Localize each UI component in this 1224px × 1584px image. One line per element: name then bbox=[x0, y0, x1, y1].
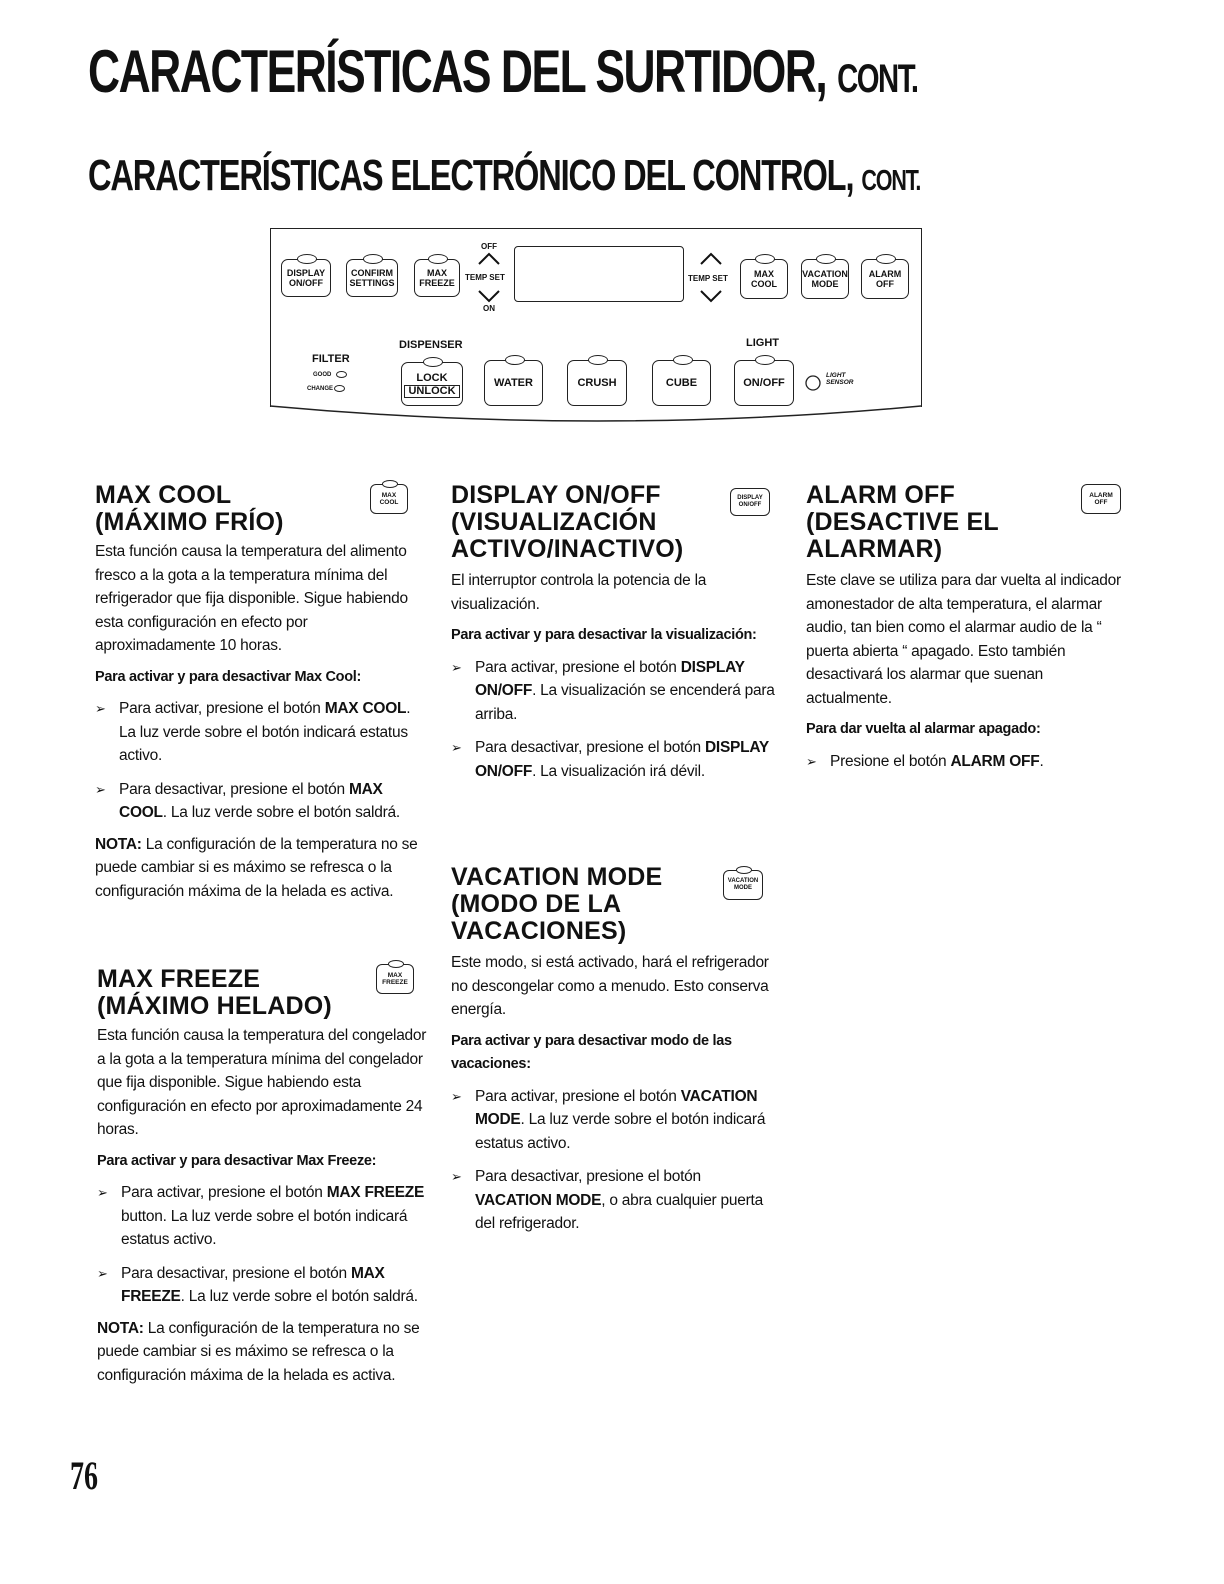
step-text: Para desactivar, presione el botón bbox=[475, 739, 705, 756]
button-label: LOCK bbox=[416, 371, 448, 384]
step-text: Presione el botón bbox=[830, 752, 951, 770]
page-title bbox=[88, 40, 918, 111]
note-label: NOTA: bbox=[97, 1319, 144, 1337]
max-freeze-description: Esta función causa la temperatura del congelador a la gota a la temperatura mínima del congelador que fija disponible. Sigue habiendo esta configuración en efecto por aproximadamente 24 horas. bbox=[97, 1027, 427, 1138]
filter-label: FILTER bbox=[312, 353, 350, 365]
max-cool-panel-button bbox=[740, 259, 788, 299]
alarm-off-button-icon bbox=[1081, 484, 1121, 514]
indicator-led-icon bbox=[334, 385, 345, 392]
heading-line: MAX COOL bbox=[95, 481, 232, 509]
indicator-led-icon bbox=[428, 254, 448, 264]
heading-line: DISPLAY ON/OFF bbox=[451, 481, 661, 509]
filter-good-label: GOOD bbox=[313, 372, 332, 379]
step-button-name: MAX FREEZE bbox=[121, 1264, 385, 1305]
alarm-off-step bbox=[806, 750, 1121, 774]
step-text: . La luz verde sobre el botón saldrá. bbox=[180, 1288, 418, 1305]
vacation-mode-step-activate bbox=[451, 1085, 776, 1156]
button-label: ON/OFF bbox=[289, 278, 323, 288]
button-label: CONFIRM bbox=[351, 268, 393, 278]
section-title-text: CARACTERÍSTICAS ELECTRÓNICO DEL CONTROL, bbox=[88, 151, 854, 200]
step-text: Para desactivar, presione el botón bbox=[121, 1264, 351, 1282]
step-text: button. La luz verde sobre el botón indicará estatus activo. bbox=[121, 1207, 408, 1248]
vacation-mode-button-icon bbox=[723, 870, 763, 900]
light-sensor-label-line: SENSOR bbox=[826, 379, 854, 386]
button-label: COOL bbox=[751, 279, 777, 289]
arrow-up-icon bbox=[699, 252, 723, 266]
button-label: MAX bbox=[754, 269, 774, 279]
vacation-mode-section bbox=[451, 864, 776, 1236]
display-onoff-step-activate bbox=[451, 656, 776, 727]
section-title-suffix: CONT. bbox=[861, 165, 921, 197]
vacation-mode-panel-button bbox=[801, 259, 849, 299]
temp-set-right-label: TEMP SET bbox=[688, 274, 728, 283]
vacation-mode-subheading: Para activar y para desactivar modo de las vacaciones: bbox=[451, 1032, 732, 1072]
bullet-arrow-icon: ➢ bbox=[95, 781, 106, 797]
step-button-name: VACATION MODE bbox=[475, 1191, 602, 1209]
indicator-led-icon bbox=[876, 254, 896, 264]
icon-label: OFF bbox=[1094, 499, 1108, 506]
max-freeze-note bbox=[97, 1317, 427, 1388]
step-text: . La visualización se encenderá para arriba. bbox=[475, 682, 775, 723]
button-label: CRUSH bbox=[577, 377, 617, 389]
off-label: OFF bbox=[481, 242, 497, 251]
indicator-led-icon bbox=[363, 254, 383, 264]
max-freeze-step-deactivate bbox=[97, 1262, 427, 1309]
section-title bbox=[88, 152, 920, 205]
bullet-arrow-icon: ➢ bbox=[97, 1265, 108, 1281]
temperature-display-screen bbox=[514, 246, 684, 302]
note-text: La configuración de la temperatura no se puede cambiar si es máximo se refresca o la configuración máxima de la helada es activa. bbox=[97, 1319, 420, 1384]
indicator-led-icon bbox=[755, 355, 775, 365]
light-sensor-label-line: LIGHT bbox=[826, 372, 846, 379]
icon-label: DISPLAY bbox=[737, 495, 763, 501]
max-cool-description: Esta función causa la temperatura del alimento fresco a la gota a la temperatura mínima del refrigerador que fija disponible. Sigue habiendo esta configuración en efecto por aproximadamente 10 horas. bbox=[95, 543, 408, 654]
heading-line: VACACIONES) bbox=[451, 917, 627, 945]
step-text: Para activar, presione el botón bbox=[475, 658, 681, 676]
icon-label: MAX bbox=[381, 492, 397, 499]
vacation-mode-description: Este modo, si está activado, hará el refrigerador no descongelar como a menudo. Esto conserva energía. bbox=[451, 954, 769, 1018]
cube-panel-button bbox=[652, 360, 711, 406]
step-text: Para desactivar, presione el botón bbox=[119, 780, 349, 798]
max-cool-subheading: Para activar y para desactivar Max Cool: bbox=[95, 668, 362, 685]
indicator-led-icon bbox=[755, 254, 775, 264]
indicator-led-icon bbox=[388, 960, 404, 968]
alarm-off-description: Este clave se utiliza para dar vuelta al indicador amonestador de alta temperatura, el alarmar audio, tan bien como el alarmar audio de la “ puerta abierta “ apagado. Esto también desactivará los alarmar que suenan actualmente. bbox=[806, 572, 1121, 707]
max-freeze-subheading: Para activar y para desactivar Max Freeze: bbox=[97, 1152, 377, 1169]
filter-change-indicator bbox=[307, 385, 345, 392]
max-freeze-step-activate bbox=[97, 1181, 427, 1252]
page-number: 76 bbox=[70, 1453, 98, 1498]
button-label: ALARM bbox=[868, 269, 902, 279]
display-onoff-panel-button bbox=[281, 259, 331, 297]
alarm-off-panel-button bbox=[861, 259, 909, 299]
bullet-arrow-icon: ➢ bbox=[451, 659, 462, 675]
button-label: FREEZE bbox=[419, 278, 455, 288]
indicator-led-icon bbox=[423, 357, 443, 367]
water-panel-button bbox=[484, 360, 543, 406]
indicator-led-icon bbox=[816, 254, 836, 264]
crush-panel-button bbox=[567, 360, 627, 406]
step-button-name: MAX COOL bbox=[119, 780, 383, 821]
indicator-led-icon bbox=[382, 480, 398, 488]
indicator-led-icon bbox=[588, 355, 608, 365]
heading-line: ALARM OFF bbox=[806, 481, 955, 509]
indicator-led-icon bbox=[736, 866, 752, 874]
max-cool-step-activate bbox=[95, 697, 425, 768]
bullet-arrow-icon: ➢ bbox=[97, 1185, 108, 1200]
max-freeze-button-icon bbox=[376, 964, 414, 994]
max-freeze-section bbox=[97, 966, 427, 1387]
step-text: , o abra cualquier puerta del refrigerador. bbox=[475, 1191, 763, 1232]
step-text: Para desactivar, presione el botón bbox=[475, 1168, 701, 1185]
arrow-down-icon bbox=[477, 289, 501, 303]
light-label: LIGHT bbox=[746, 337, 779, 349]
indicator-led-icon bbox=[673, 355, 693, 365]
heading-line: (MÁXIMO HELADO) bbox=[97, 992, 332, 1020]
indicator-led-icon bbox=[297, 254, 317, 264]
step-text: Para activar, presione el botón bbox=[121, 1184, 327, 1201]
note-label: NOTA: bbox=[95, 835, 142, 853]
icon-label: VACATION bbox=[727, 878, 759, 884]
alarm-off-subheading: Para dar vuelta al alarmar apagado: bbox=[806, 721, 1041, 737]
button-label: DISPLAY bbox=[286, 268, 326, 278]
button-label: WATER bbox=[494, 377, 533, 389]
icon-label: COOL bbox=[379, 499, 399, 506]
max-freeze-panel-button bbox=[414, 259, 460, 297]
step-text: Para activar, presione el botón bbox=[475, 1087, 681, 1105]
heading-line: ACTIVO/INACTIVO) bbox=[451, 535, 684, 563]
step-text: . La luz verde sobre el botón indicará estatus activo. bbox=[475, 1111, 766, 1152]
step-text: . La luz verde sobre el botón indicará estatus activo. bbox=[119, 700, 411, 764]
arrow-up-icon bbox=[477, 252, 501, 266]
icon-label: MODE bbox=[734, 885, 752, 891]
max-cool-section bbox=[95, 482, 425, 903]
button-label: CUBE bbox=[665, 377, 698, 389]
confirm-settings-panel-button bbox=[346, 259, 398, 297]
display-onoff-step-deactivate bbox=[451, 736, 776, 783]
bullet-arrow-icon: ➢ bbox=[95, 701, 106, 716]
display-onoff-section bbox=[451, 482, 776, 783]
button-label: MODE bbox=[811, 279, 839, 289]
display-onoff-heading bbox=[451, 482, 776, 563]
button-label: UNLOCK bbox=[404, 385, 459, 398]
vacation-mode-step-deactivate bbox=[451, 1165, 776, 1236]
light-sensor-label bbox=[826, 372, 853, 386]
filter-change-label: CHANGE bbox=[307, 386, 334, 393]
heading-line: (MÁXIMO FRÍO) bbox=[95, 508, 284, 536]
step-text: . La visualización irá dévil. bbox=[532, 762, 705, 780]
button-label: MAX bbox=[427, 268, 447, 278]
step-button-name: MAX FREEZE bbox=[326, 1184, 425, 1201]
alarm-off-heading bbox=[806, 482, 1121, 563]
button-label: OFF bbox=[876, 279, 894, 289]
heading-line: (MODO DE LA bbox=[451, 890, 622, 918]
icon-label: MAX bbox=[387, 972, 403, 979]
step-text: . bbox=[1039, 752, 1044, 770]
button-label: VACATION bbox=[802, 269, 848, 279]
step-text: . La luz verde sobre el botón saldrá. bbox=[162, 804, 400, 821]
step-button-name: DISPLAY ON/OFF bbox=[475, 658, 745, 699]
max-cool-note bbox=[95, 833, 425, 904]
indicator-led-icon bbox=[505, 355, 525, 365]
light-sensor-icon bbox=[804, 374, 822, 392]
lock-unlock-panel-button bbox=[401, 362, 463, 406]
heading-line: (DESACTIVE EL bbox=[806, 508, 999, 536]
bullet-arrow-icon: ➢ bbox=[451, 1169, 462, 1184]
display-onoff-button-icon bbox=[730, 488, 770, 516]
icon-label: FREEZE bbox=[382, 979, 408, 986]
icon-label: ON/OFF bbox=[738, 502, 762, 508]
note-text: La configuración de la temperatura no se puede cambiar si es máximo se refresca o la configuración máxima de la helada es activa. bbox=[95, 835, 418, 900]
indicator-led-icon bbox=[336, 371, 347, 378]
dispenser-label: DISPENSER bbox=[399, 339, 463, 351]
heading-line: (VISUALIZACIÓN bbox=[451, 508, 657, 536]
button-label: ON/OFF bbox=[743, 377, 785, 389]
max-cool-step-deactivate bbox=[95, 778, 425, 825]
display-onoff-description: El interruptor controla la potencia de la visualización. bbox=[451, 572, 707, 613]
arrow-down-icon bbox=[699, 289, 723, 303]
page-title-suffix: CONT. bbox=[837, 57, 918, 101]
page-title-text: CARACTERÍSTICAS DEL SURTIDOR, bbox=[88, 38, 827, 105]
temp-set-left-label: TEMP SET bbox=[465, 273, 505, 282]
button-label: SETTINGS bbox=[349, 278, 395, 288]
heading-line: ALARMAR) bbox=[806, 535, 943, 563]
step-button-name: VACATION MODE bbox=[475, 1087, 758, 1128]
bullet-arrow-icon: ➢ bbox=[451, 740, 462, 755]
filter-good-indicator bbox=[313, 371, 347, 378]
heading-line: VACATION MODE bbox=[451, 863, 663, 891]
light-onoff-panel-button bbox=[734, 360, 794, 406]
icon-label: ALARM bbox=[1089, 492, 1113, 499]
max-cool-button-icon bbox=[370, 484, 408, 514]
bullet-arrow-icon: ➢ bbox=[806, 753, 817, 769]
alarm-off-section bbox=[806, 482, 1121, 773]
bullet-arrow-icon: ➢ bbox=[451, 1088, 462, 1104]
step-button-name: ALARM OFF bbox=[950, 752, 1040, 770]
step-button-name: DISPLAY ON/OFF bbox=[475, 739, 769, 780]
on-label: ON bbox=[483, 304, 495, 313]
heading-line: MAX FREEZE bbox=[97, 965, 261, 993]
display-onoff-subheading: Para activar y para desactivar la visualización: bbox=[451, 627, 757, 643]
step-button-name: MAX COOL bbox=[324, 700, 407, 717]
step-text: Para activar, presione el botón bbox=[119, 700, 325, 717]
